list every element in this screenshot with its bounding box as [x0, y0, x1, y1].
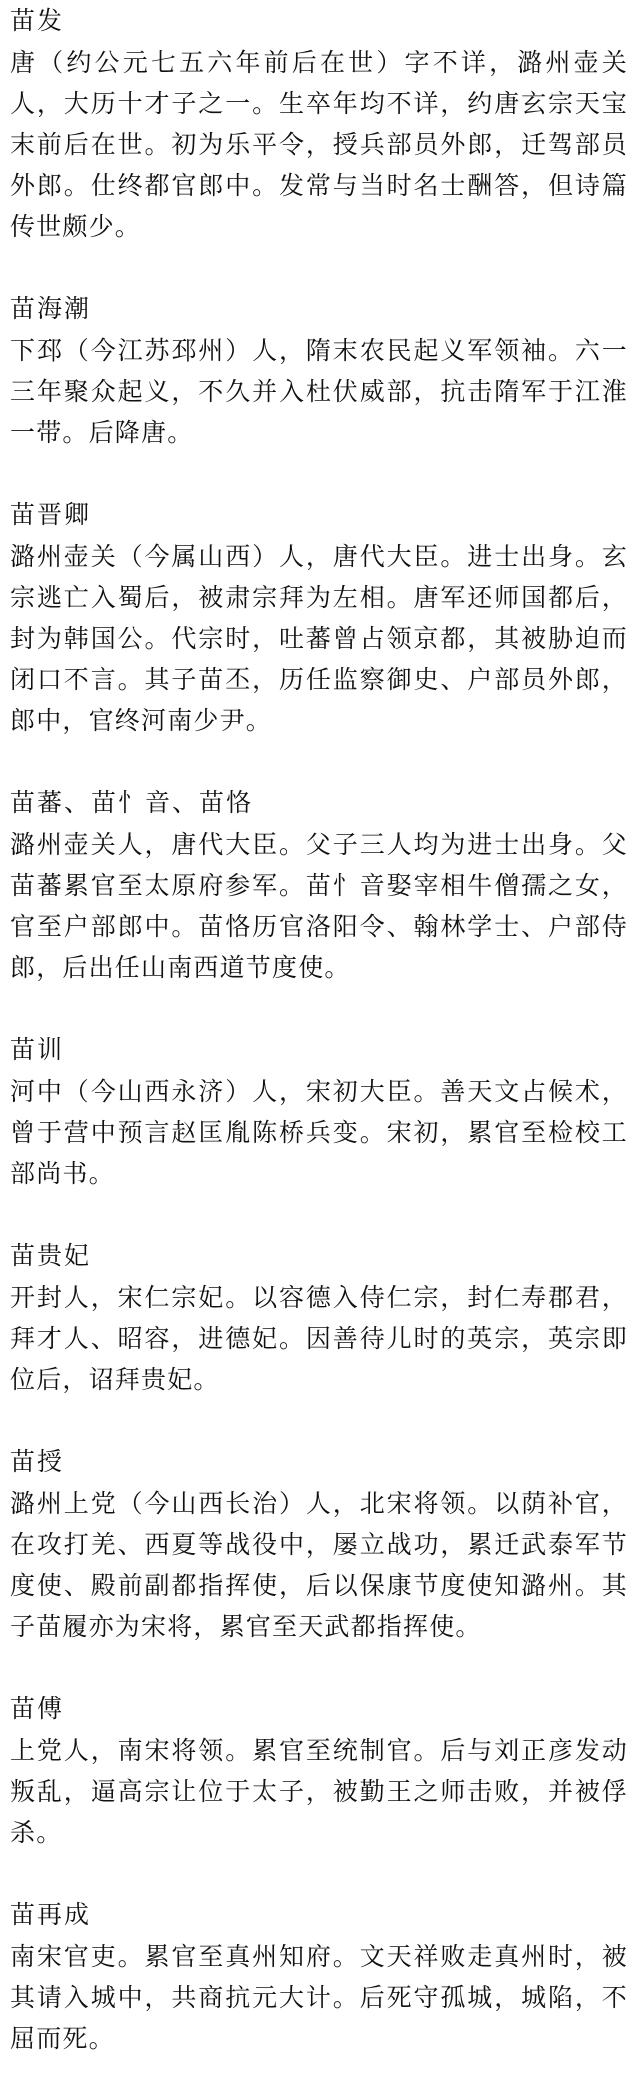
- entry-name: 苗晋卿: [10, 500, 92, 529]
- entry-body: 南宋官吏。累官至真州知府。文天祥败走真州时，被其请入城中，共商抗元大计。后死守孤城，城陷，不屈而死。: [10, 1942, 628, 2053]
- entry-body: 下邳（今江苏邳州）人，隋末农民起义军领袖。六一三年聚众起义，不久并入杜伏威部，抗击隋军于江淮一带。后降唐。: [10, 336, 628, 447]
- biography-entry: [10, 1445, 628, 1647]
- entry-name: 苗再成: [10, 1900, 92, 1929]
- biography-entry: [10, 4, 628, 247]
- entry-body: 潞州壶关（今属山西）人，唐代大臣。进士出身。玄宗逃亡入蜀后，被肃宗拜为左相。唐军还师国都后，封为韩国公。代宗时，吐蕃曾占领京都，其被胁迫而闭口不言。其子苗丕，历任监察御史、户部员外郎，郎中，官终河南少尹。: [10, 542, 628, 735]
- entry-body: 开封人，宋仁宗妃。以容德入侍仁宗，封仁寿郡君，拜才人、昭容，进德妃。因善待儿时的英宗，英宗即位后，诏拜贵妃。: [10, 1283, 628, 1394]
- biography-entry: [10, 1692, 628, 1853]
- entry-name: 苗发: [10, 6, 65, 35]
- biography-entry: [10, 1033, 628, 1194]
- entry-name: 苗傅: [10, 1694, 65, 1723]
- entry-name: 苗蕃、苗忄音、苗恪: [10, 788, 254, 817]
- entry-name: 苗授: [10, 1447, 65, 1476]
- biography-entry: [10, 292, 628, 453]
- entry-body: 唐（约公元七五六年前后在世）字不详，潞州壶关人，大历十才子之一。生卒年均不详，约唐玄宗天宝末前后在世。初为乐平令，授兵部员外郎，迁驾部员外郎。仕终都官郎中。发常与当时名士酬答，但诗篇传世颇少。: [10, 48, 628, 241]
- entry-name: 苗训: [10, 1035, 65, 1064]
- entry-body: 上党人，南宋将领。累官至统制官。后与刘正彦发动叛乱，逼高宗让位于太子，被勤王之师击败，并被俘杀。: [10, 1736, 628, 1847]
- entry-body: 河中（今山西永济）人，宋初大臣。善天文占候术，曾于营中预言赵匡胤陈桥兵变。宋初，累官至检校工部尚书。: [10, 1077, 628, 1188]
- entry-body: 潞州上党（今山西长治）人，北宋将领。以荫补官，在攻打羌、西夏等战役中，屡立战功，累迁武泰军节度使、殿前副都指挥使，后以保康节度使知潞州。其子苗履亦为宋将，累官至天武都指挥使。: [10, 1489, 628, 1641]
- biography-entry: [10, 1239, 628, 1400]
- biography-entry: [10, 1898, 628, 2059]
- entry-name: 苗海潮: [10, 294, 92, 323]
- entry-body: 潞州壶关人，唐代大臣。父子三人均为进士出身。父苗蕃累官至太原府参军。苗忄音娶宰相牛僧孺之女，官至户部郎中。苗恪历官洛阳令、翰林学士、户部侍郎，后出任山南西道节度使。: [10, 830, 628, 982]
- biography-entry: [10, 786, 628, 988]
- entry-name: 苗贵妃: [10, 1241, 92, 1270]
- biography-entry: [10, 498, 628, 741]
